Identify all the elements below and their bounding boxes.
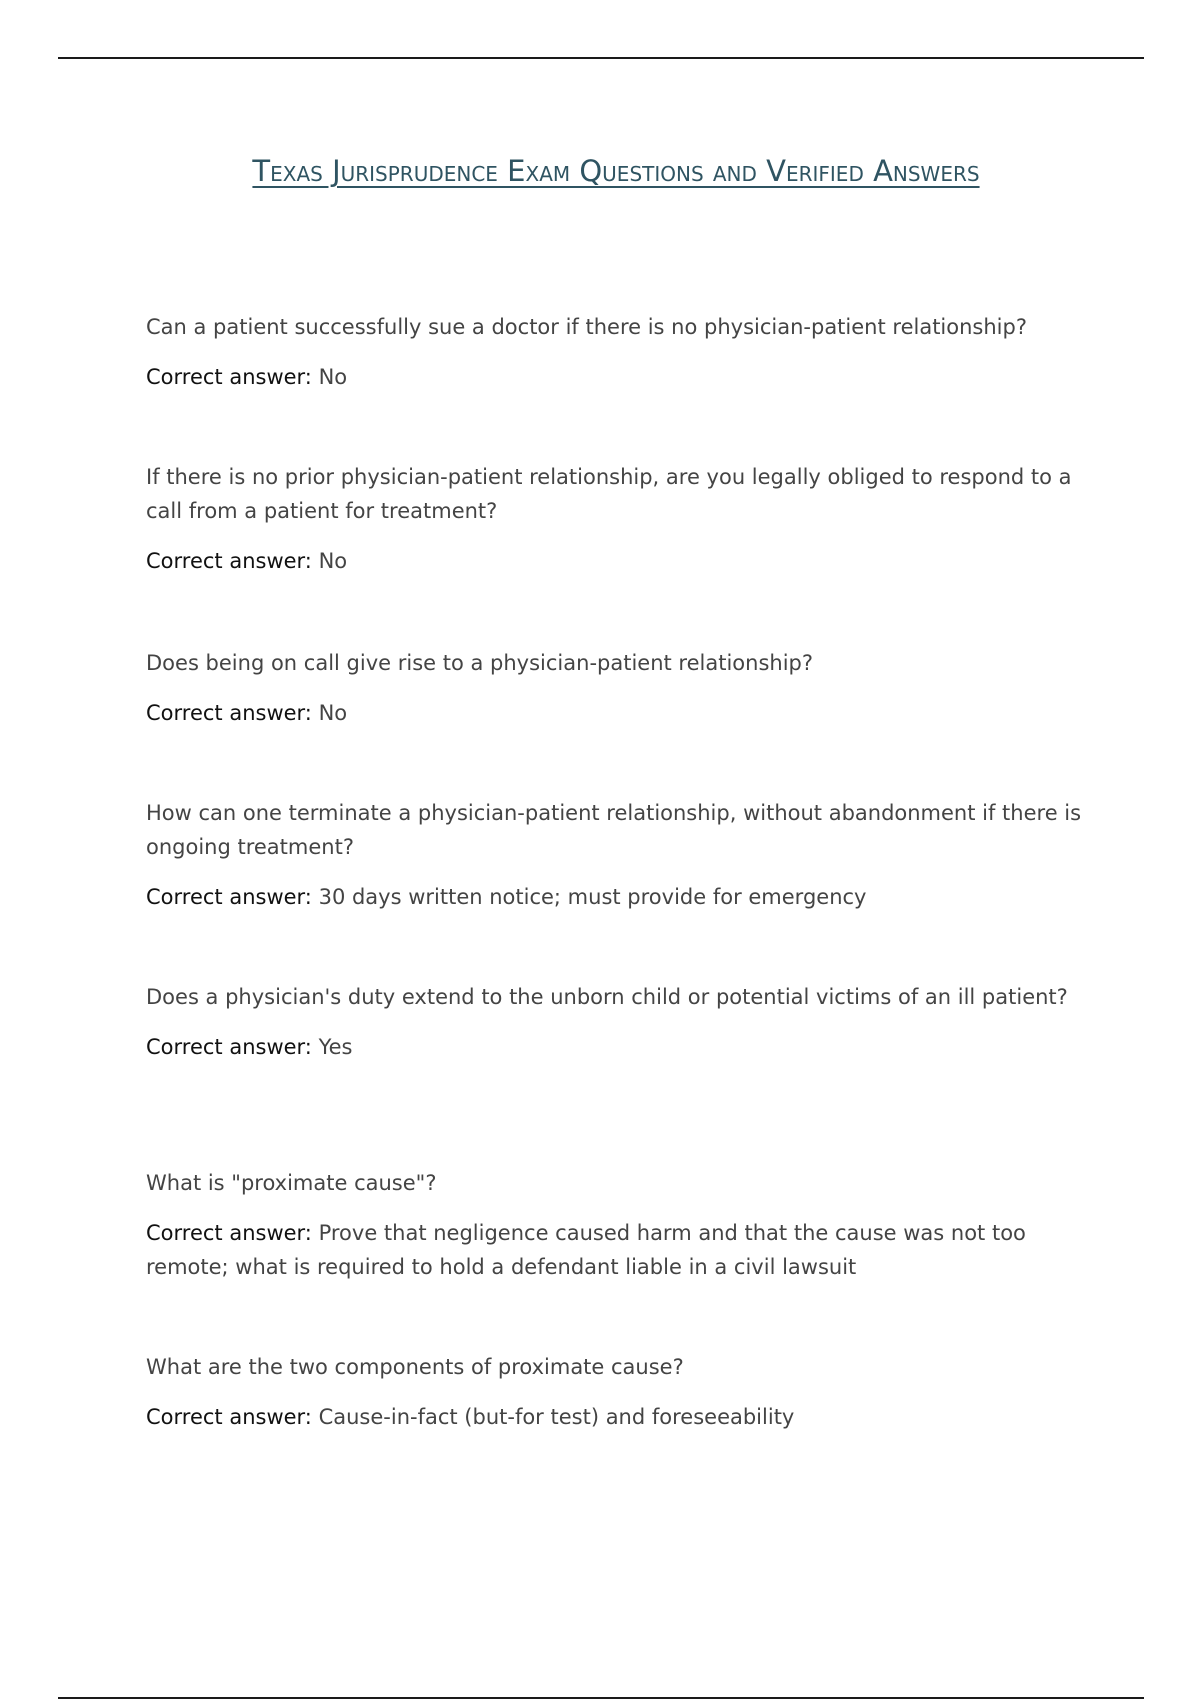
answer-3 — [146, 696, 1096, 730]
qa-item-7 — [146, 1350, 1096, 1434]
answer-label-1: Correct answer: — [146, 365, 312, 389]
answer-label-6: Correct answer: — [146, 1221, 312, 1245]
question-6: What is "proximate cause"? — [146, 1171, 437, 1195]
answer-label-7: Correct answer: — [146, 1405, 312, 1429]
answer-label-4: Correct answer: — [146, 885, 312, 909]
qa-item-3 — [146, 646, 1096, 730]
qa-item-4 — [146, 796, 1096, 914]
answer-label-5: Correct answer: — [146, 1035, 312, 1059]
answer-text-7: Cause-in-fact (but-for test) and foreseeability — [318, 1405, 795, 1429]
answer-label-3: Correct answer: — [146, 701, 312, 725]
answer-4 — [146, 880, 1096, 914]
answer-text-6: Prove that negligence caused harm and that the cause was not too remote; what is required to hold a defendant liable in a civil lawsuit — [146, 1221, 1026, 1279]
answer-6 — [146, 1216, 1096, 1284]
document-title: Texas Jurisprudence Exam Questions and Verified Answers — [252, 154, 980, 188]
answer-text-3: No — [318, 701, 348, 725]
answer-7 — [146, 1400, 1096, 1434]
footer-rule — [58, 1697, 1144, 1699]
header-rule — [58, 57, 1144, 59]
question-7: What are the two components of proximate cause? — [146, 1355, 684, 1379]
answer-5 — [146, 1030, 1096, 1064]
answer-text-2: No — [318, 549, 348, 573]
qa-item-6 — [146, 1166, 1096, 1284]
qa-item-1 — [146, 310, 1096, 394]
question-5: Does a physician's duty extend to the unborn child or potential victims of an ill patient? — [146, 985, 1068, 1009]
answer-text-1: No — [318, 365, 348, 389]
question-4: How can one terminate a physician-patient relationship, without abandonment if there is ongoing treatment? — [146, 801, 1082, 859]
answer-2 — [146, 544, 1096, 578]
answer-text-4: 30 days written notice; must provide for emergency — [318, 885, 867, 909]
question-3: Does being on call give rise to a physician-patient relationship? — [146, 651, 814, 675]
question-2: If there is no prior physician-patient relationship, are you legally obliged to respond to a call from a patient for treatment? — [146, 465, 1072, 523]
answer-label-2: Correct answer: — [146, 549, 312, 573]
answer-1 — [146, 360, 1096, 394]
qa-item-2 — [146, 460, 1096, 578]
answer-text-5: Yes — [318, 1035, 353, 1059]
question-1: Can a patient successfully sue a doctor if there is no physician-patient relationship? — [146, 315, 1027, 339]
qa-item-5 — [146, 980, 1096, 1064]
